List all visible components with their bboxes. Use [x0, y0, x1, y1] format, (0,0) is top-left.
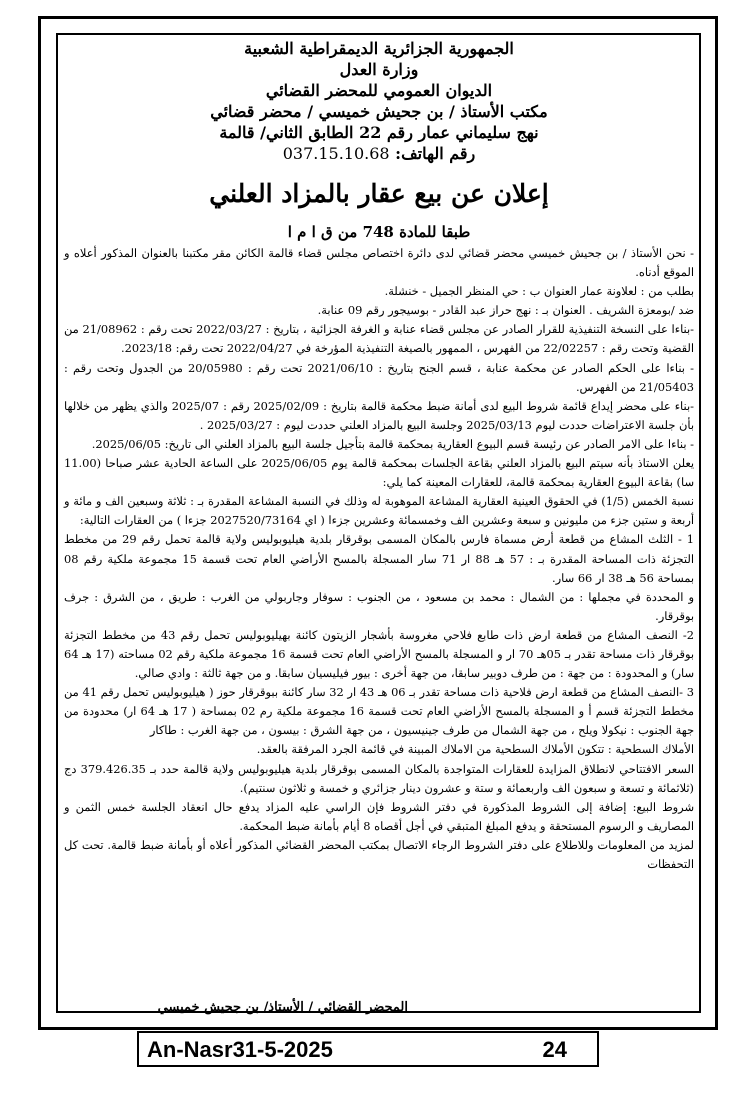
page-number: 24: [542, 1037, 567, 1062]
announcement-title: إعلان عن بيع عقار بالمزاد العلني: [209, 179, 549, 208]
paragraph: نسبة الخمس (1/5) في الحقوق العينية العقارية المشاعة الموهوبة له وذلك في النسبة المشاعة المقدرة بـ : ثلاثة وسبعين الف و مائة و أربعة و ستين جزء من مليونين و سبعة وعشرين الف وخمسمائة وعشرين جزءا ( اي 2027520/73164 جزءا ) من العقارات التالية:: [64, 494, 694, 528]
paragraph: شروط البيع: إضافة إلى الشروط المذكورة في دفتر الشروط فإن الراسي عليه المزاد يدفع حال انعقاد الجلسة خمس الثمن و المصاريف و الرسوم المستحقة و يدفع المبلغ المتبقي في أجل أقصاه 8 أيام بأمانة ضبط المحكمة.: [64, 799, 694, 833]
letterhead: [64, 38, 694, 164]
office-name: الديوان العمومي للمحضر القضائي: [265, 81, 493, 100]
paragraph: - بناءا على الحكم الصادر عن محكمة عنابة ، قسم الجنح بتاريخ : 2021/06/10 تحت رقم : 20/05980 من الجدول وتحت رقم : 21/05403 من الفهرس.: [64, 360, 694, 394]
newspaper-issue: An-Nasr31-5-2025: [147, 1037, 333, 1062]
paragraph: - بناءا على الامر الصادر عن رئيسة قسم البيوع العقارية بمحكمة قالمة بتأجيل جلسة البيع بالمزاد العلني الى تاريخ: 2025/06/05.: [91, 436, 694, 451]
paragraph: لمزيد من المعلومات وللاطلاع على دفتر الشروط الرجاء الاتصال بمكتب المحضر القضائي المذكور أعلاه أو بأمانة ضبط قالمة. تحت كل التحفظات: [64, 837, 694, 871]
paragraph: و المحددة في مجملها : من الشمال : محمد بن مسعود ، من الجنوب : سوفار وجاربولي من الغرب : طريق ، من الشرق : جرف بوقرقار.: [64, 589, 694, 623]
phone-line: [64, 143, 694, 164]
page-footer: [137, 1031, 599, 1067]
phone-label: رقم الهاتف:: [395, 144, 476, 163]
ministry-name: وزارة العدل: [339, 60, 419, 79]
paragraph: -بناء على محضر إيداع قائمة شروط البيع لدى أمانة ضبط محكمة قالمة بتاريخ : 2025/02/09 رقم : 2025/07 والذي يظهر من خلالها بأن جلسة الاعتراضات حددت ليوم 2025/03/13 وجلسة البيع بالمزاد العلني حددت ليوم : 2025/03/27 .: [64, 398, 694, 432]
bailiff-name: مكتب الأستاذ / بن جحيش خميسي / محضر قضائي: [210, 102, 548, 121]
paragraph: 3 -النصف المشاع من قطعة ارض فلاحية ذات مساحة تقدر بـ 06 هـ 43 ار 32 سار كائنة ببوقرقار حوز ( هيليوبوليس تحمل رقم 41 من مخطط التجزئة قسم أ و المسجلة بالمسح الأراضي العام تحت قسمة 16 مجموعة ملكية رم 02 بمساحة ( 17 هـ 64 ار) محدودة من جهة الجنوب : نيكولا ويلح ، من جهة الشمال من طرف جينيسيون ، من جهة الشرق : بيسون ، من جهة الغرب : طاكار: [64, 685, 694, 738]
announcement-body: [64, 244, 694, 874]
signature: المحضر القضائي / الأستاذ/ بن جحيش خميسي: [157, 1000, 408, 1015]
phone-number: 037.15.10.68: [282, 144, 390, 163]
paragraph: الأملاك السطحية : تتكون الأملاك السطحية من الاملاك المبينة في قائمة الجرد المرفقة بالعقد.: [256, 742, 694, 757]
paragraph: - نحن الأستاذ / بن جحيش خميسي محضر قضائي لدى دائرة اختصاص مجلس قضاء قالمة الكائن مقر مكتبنا بالعنوان المذكور أعلاه و الموقع أدناه.: [64, 246, 694, 280]
paragraph: بطلب من : لعلاونة عمار العنوان ب : حي المنظر الجميل - خنشلة.: [384, 284, 694, 299]
paragraph: 1 - الثلث المشاع من قطعة أرض مسماة فارس بالمكان المسمى بوقرقار بلدية هيليوبوليس ولاية قالمة تحمل رقم 29 من مخطط التجزئة ذات المساحة المقدرة بـ : 57 هـ 88 ار 71 سار المسجلة بالمسح الأراضي العام تحت قسمة 15 مجموعة ملكية رقم 08 بمساحة 56 هـ 38 ار 66 سار.: [64, 532, 694, 585]
office-address: نهج سليماني عمار رقم 22 الطابق الثاني/ قالمة: [219, 123, 539, 142]
paragraph: 2- النصف المشاع من قطعة ارض ذات طابع فلاحي مغروسة بأشجار الزيتون كائنة بهيليوبوليس تحمل رقم 43 من مخطط التجزئة بوقرقار ذات مساحة تقدر بـ 05هـ 70 ار و المسجلة بالمسح الأراضي العام تحت قسمة 16 مجموعة ملكية رقم 02 مساحته (17 هـ 64 سار) و المحدودة : من جهة : من طرف دوبير سابقا، من جهة أخرى : بيور فيليسيان سابقا. و من جهة ثالثة : وادي صالي.: [64, 627, 695, 681]
announcement: [64, 38, 694, 874]
republic-name: الجمهورية الجزائرية الديمقراطية الشعبية: [244, 39, 514, 58]
paragraph: ضد /بومعزة الشريف . العنوان بـ : نهج حراز عبد القادر - بوسيجور رقم 09 عنابة.: [317, 303, 694, 318]
announcement-subtitle: طبقا للمادة 748 من ق ا م ا: [287, 223, 471, 241]
paragraph: -بناءا على النسخة التنفيذية للقرار الصادر عن مجلس قضاء عنابة و الغرفة الجزائية ، بتاريخ : 2022/03/27 تحت رقم : 21/08962 من القضية وتحت رقم : 22/02257 من الفهرس ، الممهور بالصيغة التنفيذية المؤرخة في 2022/04/27 تحت رقم: 2023/18.: [64, 322, 694, 356]
paragraph: السعر الافتتاحي لانطلاق المزايدة للعقارات المتواجدة بالمكان المسمى بوقرقار بلدية هيليوبوليس ولاية قالمة حدد بـ 379.426.35 دج (ثلاثمائة و تسعة و سبعون الف واربعمائة و ستة و عشرون دينار جزائري و خمسة و ثلاثون سنتيم).: [64, 761, 695, 795]
paragraph: يعلن الاستاذ بأنه سيتم البيع بالمزاد العلني بقاعة الجلسات بمحكمة قالمة يوم 2025/06/05 على الساعة الحادية عشر صباحا (11.00 سا) بقاعة البيوع العقارية بمحكمة قالمة، للعقارات المعينة كما يلي:: [64, 456, 694, 490]
